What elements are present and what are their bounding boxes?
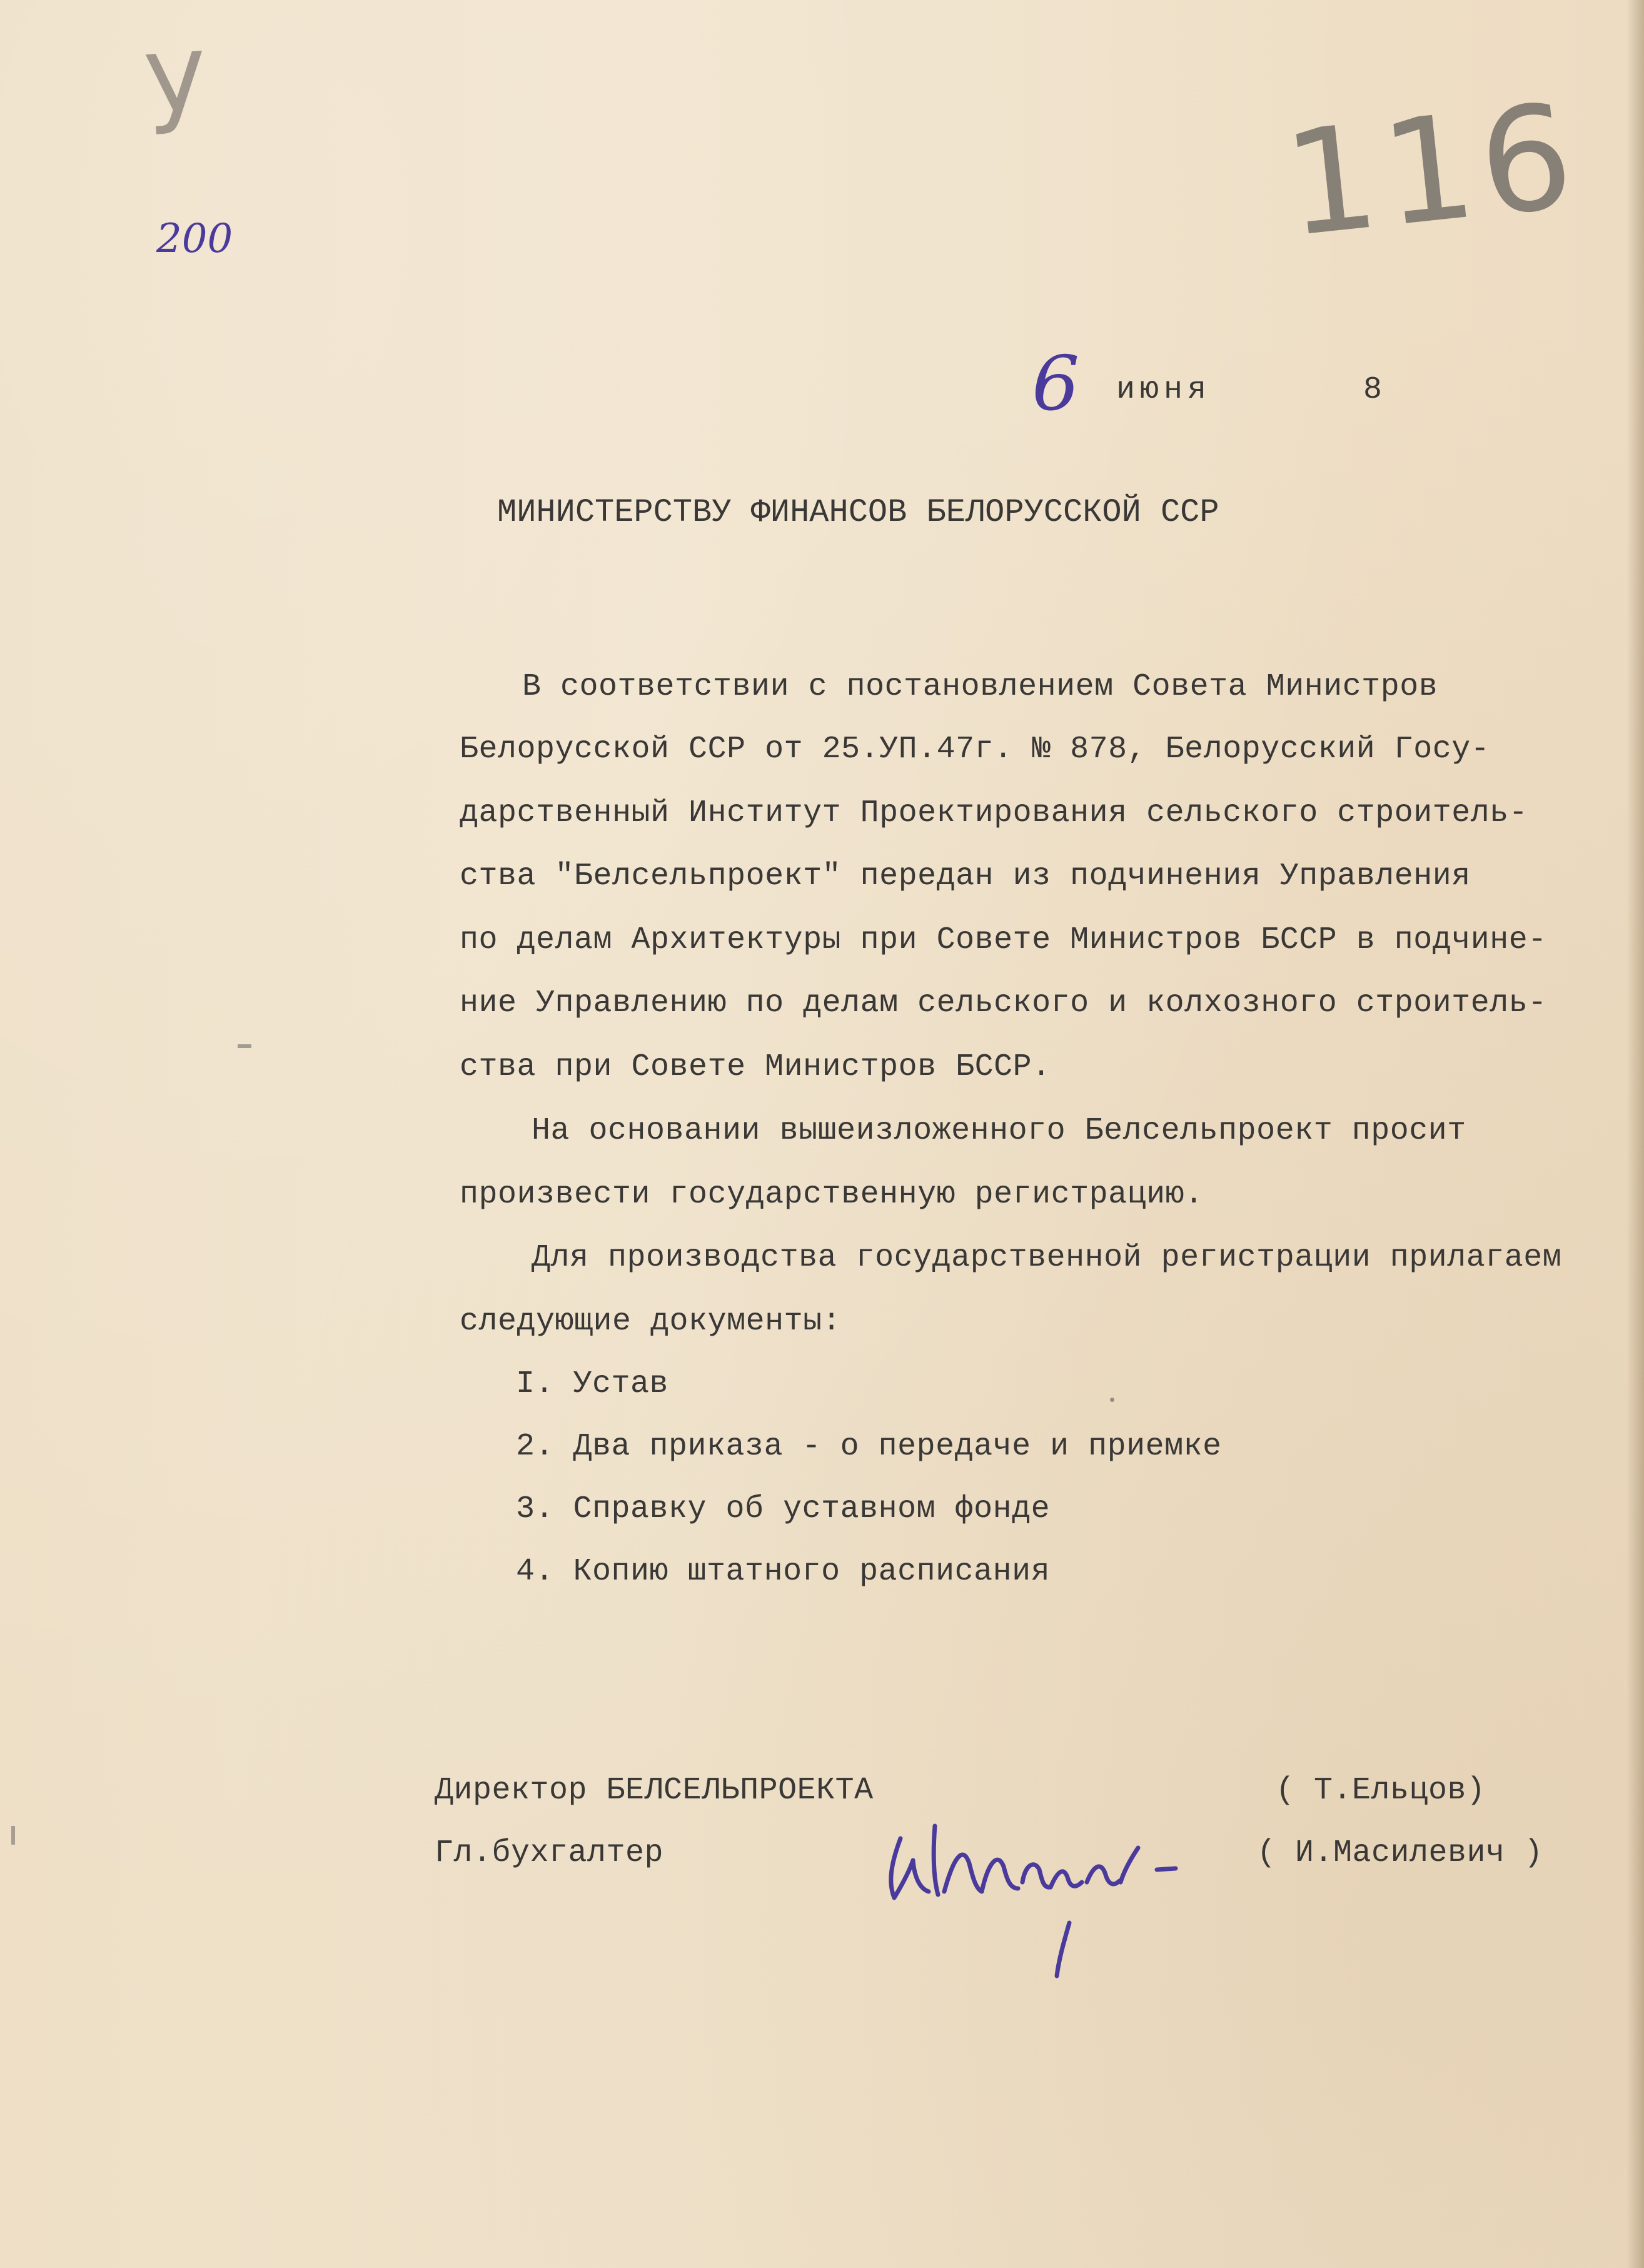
paragraph-2-line: произвести государственную регистрацию.: [460, 1177, 1204, 1212]
paragraph-1-line: В соответствии с постановлением Совета Министров: [522, 669, 1438, 705]
paragraph-3-line: Для производства государственной регистрации прилагаем: [532, 1240, 1562, 1276]
addressee-heading: МИНИСТЕРСТВУ ФИНАНСОВ БЕЛОРУССКОЙ ССР: [497, 494, 1219, 531]
date-day: 6: [1032, 341, 1080, 428]
accountant-title: Гл.бухгалтер: [435, 1835, 664, 1871]
paragraph-3-line: следующие документы:: [460, 1304, 842, 1339]
paragraph-1-line: ства при Совете Министров БССР.: [460, 1049, 1051, 1085]
paragraph-1-line: ства "Белсельпроект" передан из подчинения Управления: [460, 859, 1471, 894]
folio-number: 116: [1277, 73, 1586, 270]
paragraph-1-line: дарственный Институт Проектирования сельского строитель-: [460, 795, 1528, 831]
date-year: 8: [1363, 372, 1383, 408]
accountant-name: ( И.Масилевич ): [1257, 1835, 1543, 1871]
paragraph-2-line: На основании вышеизложенного Белсельпроект просит: [532, 1113, 1466, 1149]
documents-list-item: 3. Справку об уставном фонде: [516, 1491, 1051, 1527]
paragraph-1-line: ние Управлению по делам сельского и колхозного строитель-: [460, 985, 1547, 1021]
paper-speckle: [238, 1044, 251, 1048]
director-title: Директор БЕЛСЕЛЬПРОЕКТА: [435, 1773, 874, 1808]
paper-speckle: [1110, 1398, 1114, 1402]
documents-list-item: I. Устав: [516, 1366, 669, 1402]
paper-speckle: [11, 1826, 15, 1845]
director-name: ( Т.Ельцов): [1276, 1773, 1486, 1808]
paper-edge-shadow: [1626, 0, 1644, 2268]
archive-number: 200: [156, 216, 233, 262]
paragraph-1-line: по делам Архитектуры при Совете Министров БССР в подчине-: [460, 922, 1547, 958]
top-left-pencil-mark: у: [139, 10, 211, 139]
date-month: июня: [1116, 372, 1212, 408]
handwritten-signature: [875, 1788, 1201, 1988]
documents-list-item: 2. Два приказа - о передаче и приемке: [516, 1429, 1222, 1464]
paragraph-1-line: Белорусской ССР от 25.УП.47г. № 878, Белорусский Госу-: [460, 732, 1490, 767]
documents-list-item: 4. Копию штатного расписания: [516, 1554, 1051, 1590]
